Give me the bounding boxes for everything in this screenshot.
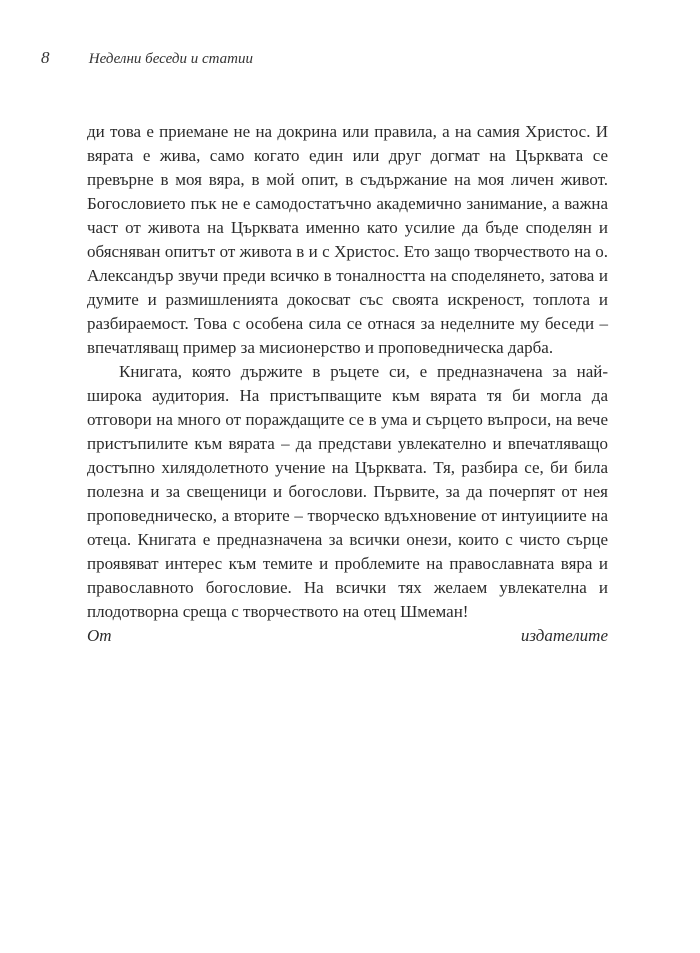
paragraph-1: ди това е приемане не на докрина или правила, а на самия Христос. И вярата е жива, само когато един или друг догмат на Църквата се превърне в моя вяра, в мой опит, в съдържание на моя личен живот. Богословието пък не е самодостатъчно академично занимание, а важна част от живота на Църквата именно като усилие да бъде споделян и обясняван опитът от живота в и с Христос. Ето защо творчеството на о. Александър звучи преди всичко в тоналността на споделянето, затова и думите и размишленията докосват със своята искреност, топлота и разбираемост. Това с особена сила се отнася за неделните му беседи – впечатляващ пример за мисионерство и проповедническа дарба. — [87, 122, 608, 357]
body-text — [87, 120, 608, 648]
running-head — [41, 48, 253, 68]
paragraph-2: Книгата, която държите в ръцете си, е предназначена за най-широка аудитория. На пристъпващите към вярата тя би могла да отговори на много от пораждащите се в ума и сърцето въпроси, на вече пристъпилите към вярата – да представи увлекателно и впечатляващо достъпно хилядолетното учение на Църквата. Тя, разбира се, би била полезна и за свещеници и богослови. Първите, за да почерпят от нея проповедническо, а вторите – творческо вдъхновение от интуициите на отеца. Книгата е предназначена за всички онези, които с чисто сърце проявяват интерес към темите и проблемите на православната вяра и православното богословие. На всички тях желаем увлекателна и плодотворна среща с творчеството на отец Шмеман! — [87, 362, 608, 621]
signature: От издателите — [87, 626, 608, 645]
page-number: 8 — [41, 48, 50, 67]
running-head-title: Неделни беседи и статии — [88, 51, 253, 67]
